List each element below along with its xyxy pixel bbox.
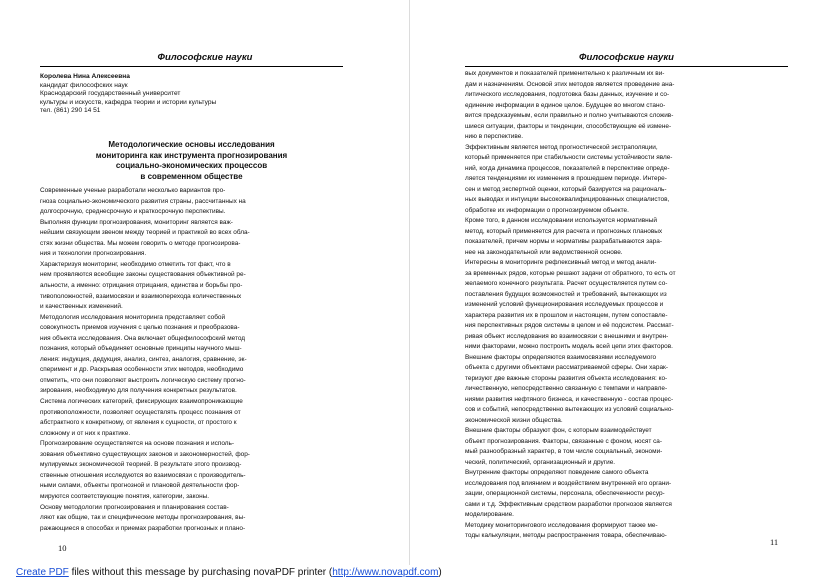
body-line: зования объективно существующих законов и закономерностей, фор- — [40, 450, 250, 458]
body-line: ственные отношения исследуются во взаимосвязи с производитель- — [40, 471, 246, 479]
body-line: ляют как общие, так и специфические методы прогнозирования, вы- — [40, 514, 246, 522]
body-line: исследования под влиянием и воздействием внутренней его органи- — [465, 479, 672, 487]
body-line: теризуют две важные стороны развития объекта исследования: ко- — [465, 374, 668, 382]
body-line: объект прогнозирования. Факторы, связанные с фоном, носят са- — [465, 437, 663, 445]
body-line: характера развития их в прошлом и настоящем, путем сопоставле- — [465, 311, 668, 319]
body-line: Кроме того, в данном исследовании используется нормативный — [465, 217, 657, 224]
body-line: Внешние факторы определяются взаимосвязями исследуемого — [465, 353, 657, 361]
create-pdf-link[interactable]: Create PDF — [16, 567, 69, 578]
body-line: поставления будущих возможностей и требований, вытекающих из — [465, 290, 667, 298]
right-page-header: Философские науки — [579, 52, 674, 63]
body-line: мулируемых экономической теорией. В результате этого производ- — [40, 461, 242, 469]
body-line: Внутренние факторы определяют поведение самого объекта — [465, 469, 649, 476]
author-affiliation-line: тел. (861) 290 14 51 — [40, 107, 101, 115]
body-line: обработке их информации о прогнозируемом объекте. — [465, 206, 629, 214]
body-line: ляется тенденциями их изменения в прошедшем периоде. Интере- — [465, 175, 667, 182]
author-affiliation-line: кандидат философских наук — [40, 82, 128, 89]
body-line: абстрактного к конкретному, от явления к сущности, от простого к — [40, 419, 237, 427]
body-line: нию в перспективе. — [465, 133, 524, 140]
body-line: и качественных изменений. — [40, 303, 123, 311]
title-line: в современном обществе — [140, 171, 243, 181]
body-line: изменений условий функционирования исследуемых процессов и — [465, 301, 664, 308]
body-line: мируются соответствующие понятия, категории, законы. — [40, 492, 210, 500]
title-line: мониторинга как инструмента прогнозирования — [95, 150, 288, 160]
body-line: Методику мониторингового исследования формируют также ме- — [465, 521, 658, 529]
body-line: зирования, необходимую для получения конкретных результатов. — [40, 387, 237, 395]
body-line: Система логических категорий, фиксирующих взаимопроникающие — [40, 398, 243, 405]
body-line: единение информации в единое целое. Будущее во многом стано- — [465, 101, 666, 109]
body-line: зации, операционной системы, персонала, обеспеченности ресур- — [465, 490, 665, 497]
body-line: ними факторами, можно построить модель всей цепи этих факторов. — [465, 343, 673, 350]
body-line: Характеризуя мониторинг, необходимо отметить тот факт, что в — [40, 260, 231, 268]
title-line: социально-экономических процессов — [115, 161, 268, 170]
body-line: нем проявляются всеобщие законы существования объективной ре- — [40, 271, 246, 279]
body-line: нейшим связующим звеном между теорией и практикой во всех обла- — [40, 229, 250, 237]
body-line: ражающиеся в способах и приемах разработки прогнозных и плано- — [40, 524, 246, 532]
left-page-header: Философские науки — [157, 52, 253, 63]
body-line: сложному и от них к практике. — [40, 429, 131, 437]
body-line: ления: индукция, дедукция, анализ, синтез, аналогия, сравнение, эк- — [40, 355, 247, 363]
body-line: ческий, политический, организационный и другие. — [465, 458, 616, 466]
body-line: Методология исследования мониторинга представляет собой — [40, 313, 226, 321]
body-line: познания, который объединяет основные принципы научного мыш- — [40, 345, 242, 353]
body-line: противоположности, позволяет осуществлять процесс познания от — [40, 408, 241, 416]
body-line: который применяется при стабильности системы устойчивости явле- — [465, 154, 673, 161]
body-line: Прогнозирование осуществляется на основе познания и исполь- — [40, 440, 235, 448]
body-line: нее на законодательной или ведомственной основе. — [465, 248, 623, 256]
body-line: показателей, причем нормы и нормативы разрабатываются зара- — [465, 238, 662, 245]
body-line: личественную, непосредственно связанную с темпами и направле- — [465, 385, 668, 392]
right-header-rule — [465, 66, 788, 67]
author-name: Королева Нина Алексеевна — [40, 73, 130, 80]
left-header-rule — [40, 66, 343, 67]
body-line: стях жизни общества. Мы можем говорить о методе прогнозирова- — [40, 239, 241, 247]
body-line: долгосрочную, среднесрочную и краткосрочную перспективы. — [40, 208, 226, 216]
body-line: Эффективным является метод прогностической экстраполяции, — [465, 143, 658, 151]
body-line: ний, когда динамика процессов, показателей в перспективе опреде- — [465, 164, 670, 172]
body-line: Интересны в мониторинге рефлексивный метод и метод анали- — [465, 259, 657, 266]
footer-close: ) — [438, 567, 442, 578]
body-line: тоды калькуляции, методы распространения товара, обеспечиваю- — [465, 532, 667, 539]
body-line: литического исследования, подготовка базы данных, изучение и со- — [465, 91, 670, 98]
body-line: ния объекта исследования. Она включает общефилософский метод — [40, 334, 246, 342]
body-line: гноза социально-экономического развития страны, рассчитанных на — [40, 197, 246, 205]
body-line: дам и назначениям. Основой этих методов является проведение ана- — [465, 80, 675, 88]
footer-message: files without this message by purchasing novaPDF printer ( — [68, 567, 333, 578]
body-line: сов и событий, непосредственно вытекающих из условий социально- — [465, 406, 674, 413]
body-line: Внешние факторы образуют фон, с которым взаимодействует — [465, 427, 652, 434]
body-line: Выполняя функции прогнозирования, мониторинг является важ- — [40, 218, 233, 226]
body-line: ния перспективных рядов системы в целом и её подсистем. Рассмат- — [465, 322, 674, 329]
left-page — [0, 0, 410, 565]
author-affiliation-line: Краснодарский государственный университет — [40, 90, 181, 98]
body-line: альности, а именно: отрицания отрицания, единства и борьбы про- — [40, 281, 243, 289]
body-line: вых документов и показателей применительно к различным их ви- — [465, 70, 665, 77]
body-line: отметить, что они позволяют выстроить логическую систему прогно- — [40, 376, 246, 384]
body-line: сами и т.д. Эффективным средством разработки прогнозов является — [465, 500, 672, 508]
body-line: совокупность приемов изучения с целью познания и преобразова- — [40, 324, 240, 332]
body-line: тивоположностей, взаимосвязи и взаимоперехода количественных — [40, 292, 242, 300]
body-line: сперимент и др. Раскрывая особенности этих методов, необходимо — [40, 366, 244, 374]
body-line: мый разнообразный характер, в том числе социальный, экономи- — [465, 448, 663, 455]
pdf-footer — [0, 565, 820, 580]
body-line: моделирование. — [465, 511, 514, 518]
body-line: ниями развития нефтяного бизнеса, и качественную - состав процес- — [465, 395, 674, 403]
body-line: за временных рядов, которые решают задачи от обратного, то есть от — [465, 269, 676, 277]
body-line: Основу методологии прогнозирования и планирования состав- — [40, 503, 229, 511]
body-line: ными силами, объекты прогнозной и плановой деятельности фор- — [40, 482, 240, 490]
body-line: объекта с другими объектами рассматриваемой сферы. Они харак- — [465, 364, 669, 371]
body-line: метод, который применяется для расчета и прогнозных плановых — [465, 227, 663, 235]
author-affiliation-line: культуры и искусств, кафедра теории и истории культуры — [40, 98, 217, 106]
body-line: шиеся ситуации, факторы и тенденции, способствующие её измене- — [465, 122, 672, 130]
right-page — [410, 0, 820, 565]
body-line: ных выводах и интуиции высококвалифицированных специалистов, — [465, 196, 670, 203]
body-line: Современные ученые разработали несколько вариантов про- — [40, 187, 226, 194]
body-line: вится предсказуемым, если правильно и полно учитываются сложив- — [465, 112, 674, 119]
body-line: желаемого конечного результата. Расчет осуществляется путем со- — [465, 280, 668, 287]
right-page-number: 11 — [770, 537, 779, 547]
title-line: Методологические основы исследования — [108, 140, 275, 149]
body-line: сен и метод экспертной оценки, который базируется на рациональ- — [465, 185, 667, 193]
body-line: экономической жизни общества. — [465, 416, 563, 424]
left-page-number: 10 — [58, 543, 67, 553]
body-line: ния и технологии прогнозирования. — [40, 250, 147, 258]
body-line: ривая объект исследования во взаимосвязи с внешними и внутрен- — [465, 332, 669, 340]
novapdf-url-link[interactable]: http://www.novapdf.com — [332, 567, 439, 578]
